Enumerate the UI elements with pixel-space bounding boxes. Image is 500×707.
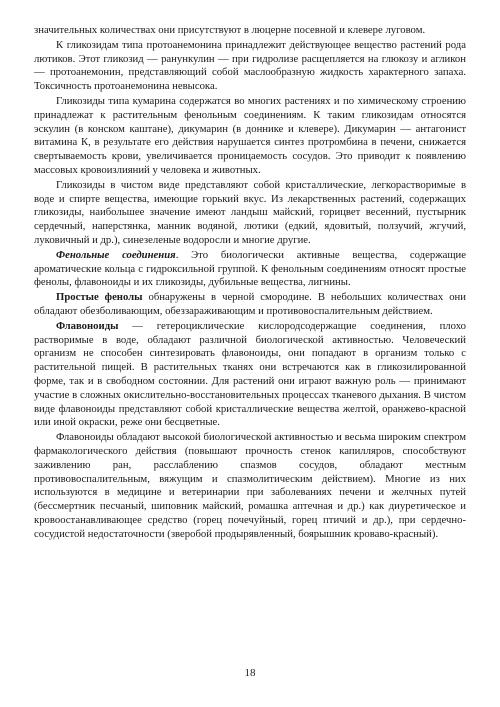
paragraph-text: Флавоноиды обладают высокой биологической активностью и весьма широким спектром фармакологического действия (повышают прочность стенок капилляров, способствуют заживлению ран, расслаблению спазмов сосудов, обладают местным противовоспалительным, вяжущим и спазмолитическим действием). Многие из них используются в медицине и ветеринарии при заболеваниях печени и желчных путей (бессмертник песчаный, шиповник майский, ромашка аптечная и др.) как диуретическое и кровоостанавливающее средство (горец почечуйный, горец птичий и др.), при сердечно-сосудистой недостаточности (зверобой продырявленный, боярышник кроваво-красный). — [34, 431, 466, 540]
paragraph — [34, 249, 466, 290]
paragraph-term: Фенольные соединения — [56, 248, 176, 261]
paragraph-text: К гликозидам типа протоанемонина принадлежит действующее вещество растений рода лютиков. Этот гликозид — ранункулин — при гидролизе расщепляется на глюкозу и агликон — протоанемонин, представляющий собой маслообразную жидкость характерного запаха. Токсичность протоанемонина невысока. — [34, 38, 466, 93]
paragraph-text: значительных количествах они присутствуют в люцерне посевной и клевере луговом. — [34, 24, 426, 36]
paragraph — [34, 320, 466, 430]
paragraph — [34, 95, 466, 178]
paragraph-text: обнаружены в черной смородине. В небольших количествах они обладают обезболивающим, обеззараживающим и противовоспалительным действием. — [34, 291, 466, 317]
page-number: 18 — [244, 667, 256, 679]
paragraph — [34, 291, 466, 319]
paragraph — [34, 24, 466, 38]
paragraph-text: Гликозиды типа кумарина содержатся во многих растениях и по химическому строению принадлежат к растительным фенольным соединениям. К таким гликозидам относятся эскулин (в конском каштане), дикумарин (в доннике и клевере). Дикумарин — антагонист витамина К, в результате его действия нарушается синтез протромбина в печени, снижается свертываемость крови, увеличивается проницаемость сосудов. Это приводит к появлению массовых кровоизлияний у человека и животных. — [34, 94, 466, 176]
paragraph-term: Простые фенолы — [56, 291, 143, 304]
paragraph-text: — гетероциклические кислородсодержащие соединения, плохо растворимые в воде, обладают различной биологической активностью. Человеческий организм не способен синтезировать флавоноиды, они попадают в организм только с растительной пищей. В растительных тканях они встречаются как в гликозилированной форме, так и в свободном состоянии. Для растений они играют важную роль — принимают участие в сложных окислительно-восстановительных процессах тканевого дыхания. В чистом виде флавоноиды представляют собой кристаллические вещества желтой, оранжево-красной или иной окраски, реже они бесцветные. — [34, 319, 466, 429]
paragraph-text: Гликозиды в чистом виде представляют собой кристаллические, легкорастворимые в воде и спирте вещества, имеющие горький вкус. Из лекарственных растений, содержащих гликозиды, наибольшее значение имеют ландыш майский, горицвет весенний, пустырник сердечный, наперстянка, манник водяной, лютики (едкий, ядовитый, ползучий, жгучий, луковичный и др.), синезеленые водоросли и многие другие. — [34, 178, 466, 246]
paragraph — [34, 179, 466, 248]
paragraph-text: . Это биологически активные вещества, содержащие ароматические кольца с гидроксильной группой. К фенольным соединениям относят простые фенолы, флавоноиды и их гликозиды, дубильные вещества, лигнины. — [34, 248, 467, 289]
paragraph — [34, 431, 466, 541]
paragraph-term: Флавоноиды — [56, 319, 119, 332]
paragraph — [34, 39, 466, 94]
body-text — [34, 24, 466, 541]
